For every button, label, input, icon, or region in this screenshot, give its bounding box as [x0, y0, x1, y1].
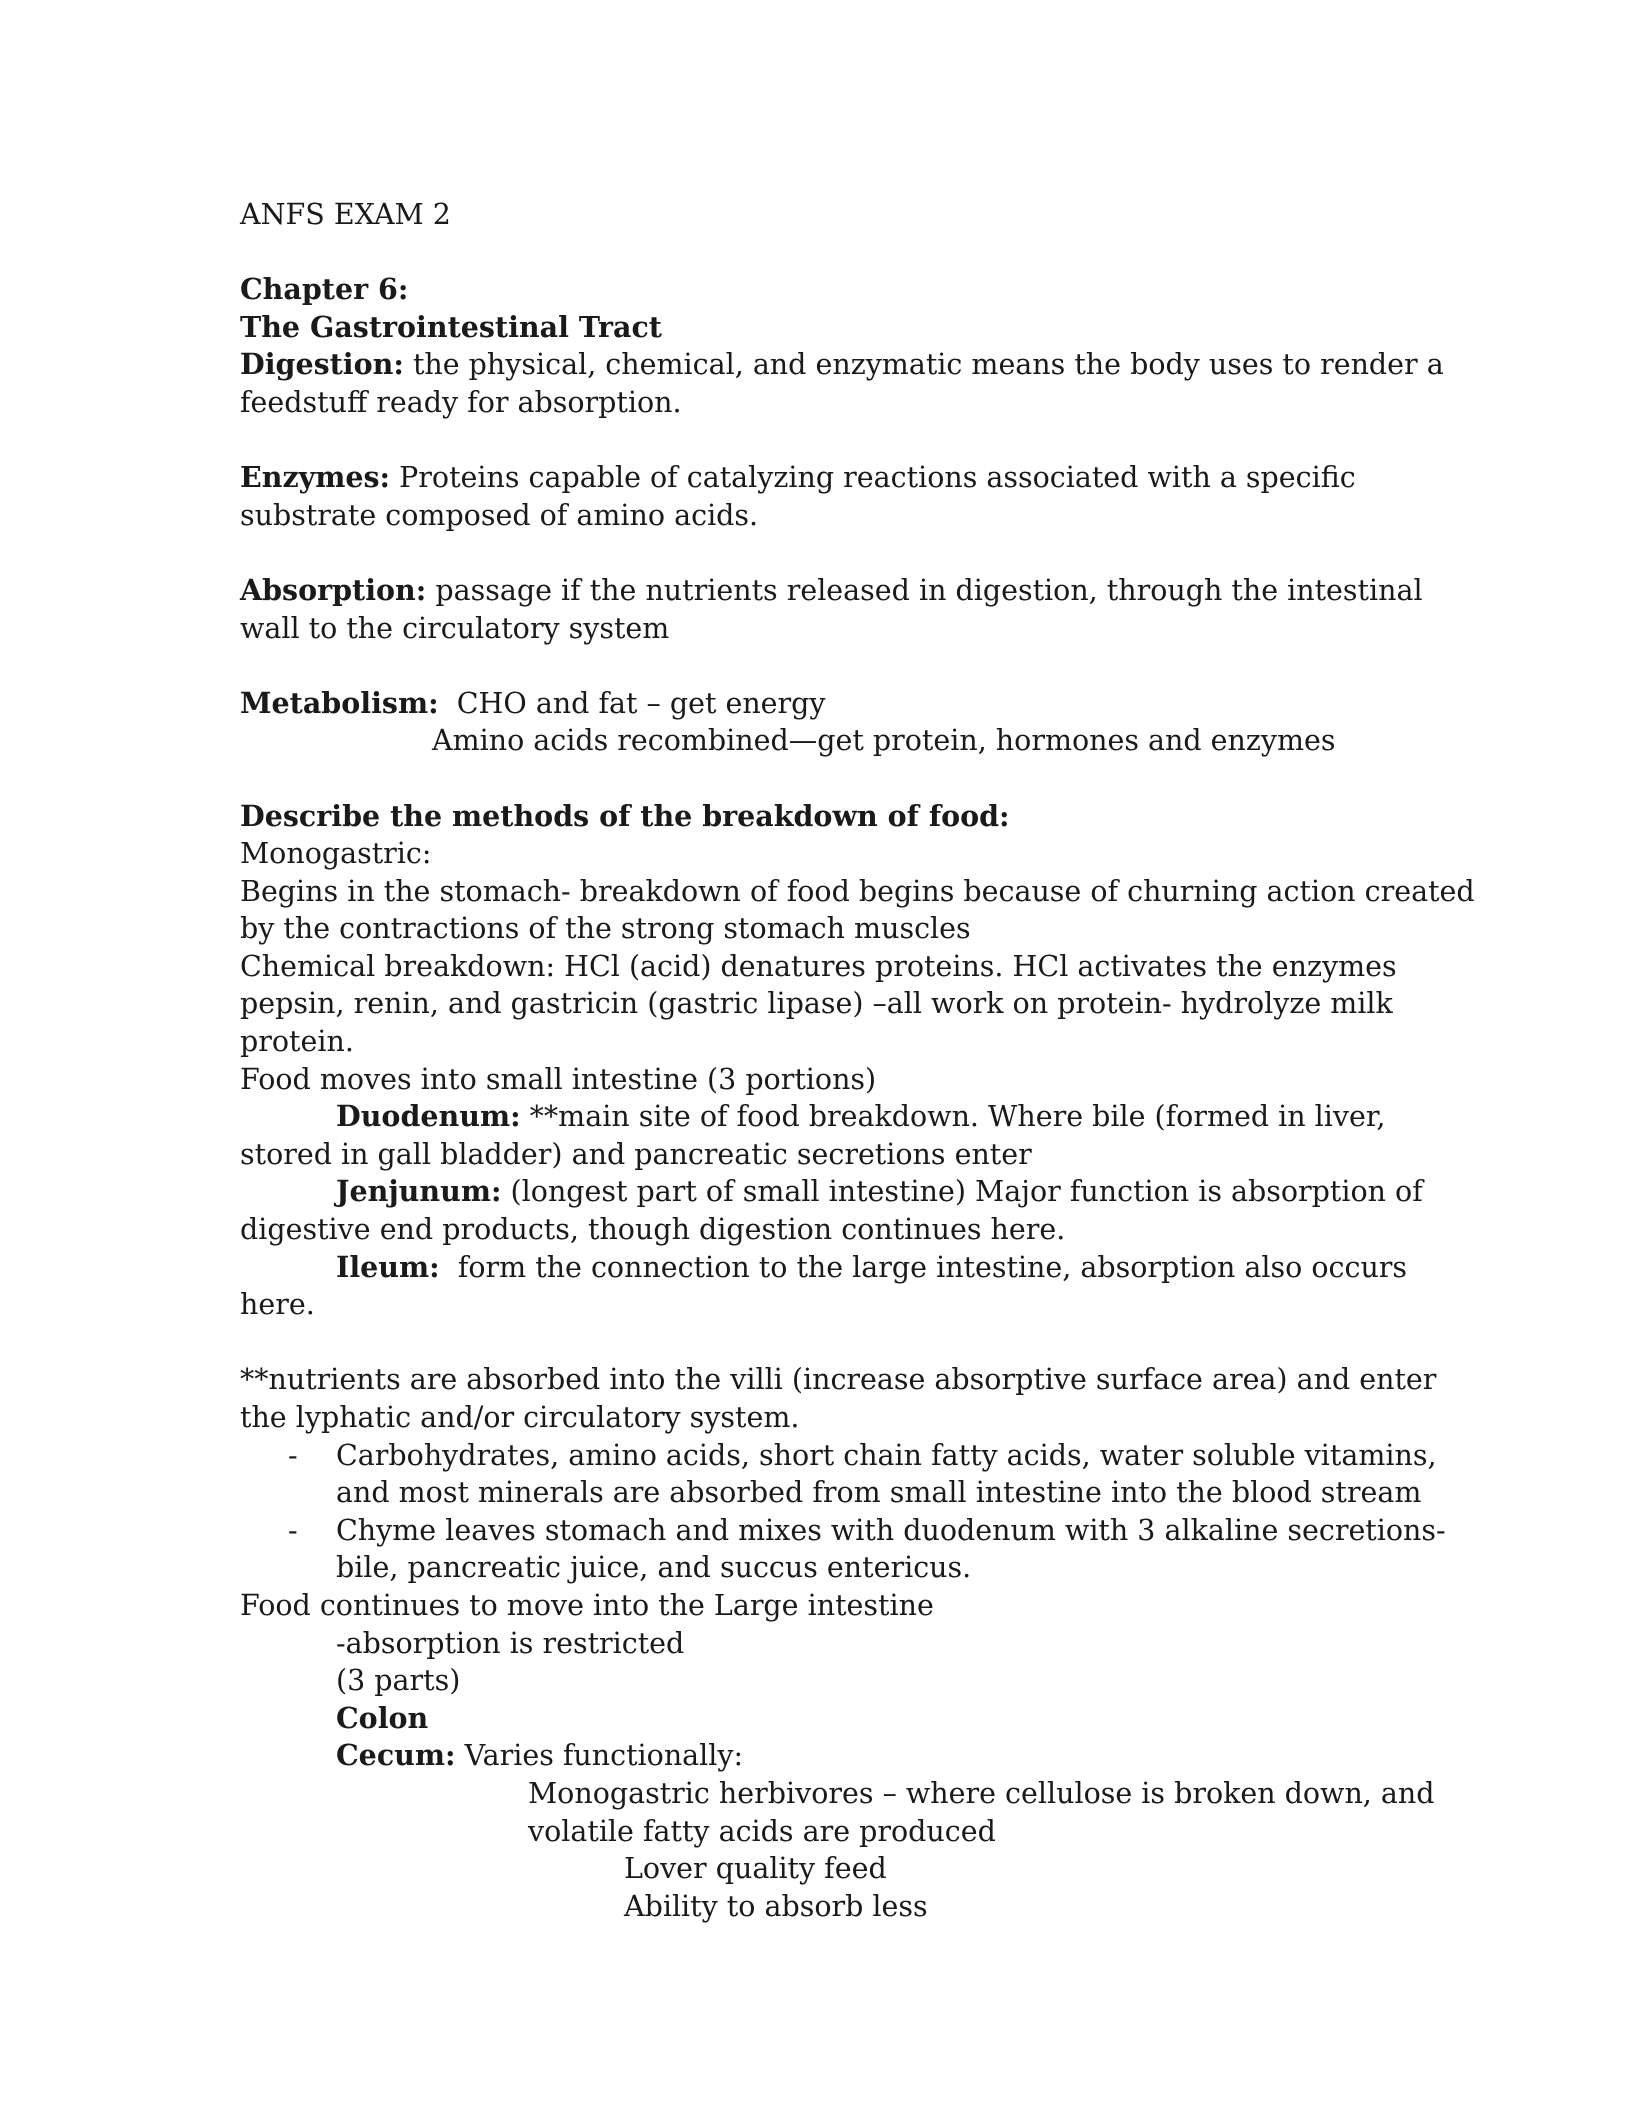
methods-heading — [240, 798, 1420, 836]
spacer — [240, 422, 1420, 460]
villi-note-cont: the lyphatic and/or circulatory system. — [240, 1401, 800, 1434]
intestine-term: Duodenum: — [336, 1099, 521, 1134]
herbivore-note: Monogastric herbivores – where cellulose is broken down, and — [528, 1776, 1435, 1810]
intestine-term: Ileum: — [336, 1249, 440, 1284]
colon-label — [240, 1700, 1420, 1738]
bullet-dash: - — [288, 1513, 298, 1547]
stomach-text-line: Begins in the stomach- breakdown of food begins because of churning action created — [240, 874, 1475, 908]
definition-text: CHO and fat – get energy — [438, 686, 826, 720]
absorption-definition-cont: wall to the circulatory system — [240, 611, 670, 645]
duodenum-entry — [240, 1098, 1420, 1136]
definition-text: passage if the nutrients released in digestion, through the intestinal — [426, 573, 1423, 607]
definition-term: Absorption: — [240, 572, 427, 607]
section-title-text: The Gastrointestinal Tract — [240, 309, 662, 344]
stomach-text-line: Food moves into small intestine (3 portions) — [240, 1062, 877, 1096]
feed-note: Lover quality feed — [624, 1852, 887, 1886]
intestine-text: **main site of food breakdown. Where bile (formed in liver, — [520, 1100, 1386, 1134]
spacer — [240, 234, 1420, 272]
feed-note: Ability to absorb less — [624, 1889, 928, 1923]
metabolism-definition — [240, 685, 1420, 723]
definition-term: Metabolism: — [240, 685, 439, 720]
bullet-item-cont: bile, pancreatic juice, and succus entericus. — [336, 1551, 972, 1585]
intestine-term: Jenjunum: — [336, 1174, 502, 1209]
spacer — [240, 1324, 1420, 1362]
stomach-text-line: pepsin, renin, and gastricin (gastric lipase) –all work on protein- hydrolyze milk — [240, 987, 1393, 1021]
duodenum-entry-cont: stored in gall bladder) and pancreatic secretions enter — [240, 1137, 1032, 1171]
definition-text: Proteins capable of catalyzing reactions associated with a specific — [390, 461, 1356, 495]
bullet-text: Carbohydrates, amino acids, short chain fatty acids, water soluble vitamins, — [336, 1438, 1437, 1472]
metabolism-definition-cont — [240, 722, 1420, 760]
stomach-text-line: Chemical breakdown: HCl (acid) denatures proteins. HCl activates the enzymes — [240, 949, 1397, 983]
document-header: ANFS EXAM 2 — [240, 198, 451, 231]
definition-term: Digestion: — [240, 347, 404, 382]
spacer — [240, 760, 1420, 798]
colon-term: Colon — [336, 1700, 429, 1735]
herbivore-note-cont: volatile fatty acids are produced — [528, 1814, 996, 1848]
absorption-restricted: -absorption is restricted — [336, 1626, 685, 1660]
enzymes-definition-cont: substrate composed of amino acids. — [240, 498, 759, 532]
bullet-item — [240, 1437, 1437, 1475]
ileum-entry — [240, 1249, 1420, 1287]
enzymes-definition — [240, 459, 1420, 497]
large-intestine-intro: Food continues to move into the Large intestine — [240, 1588, 934, 1622]
ileum-entry-cont: here. — [240, 1288, 315, 1322]
cecum-entry — [240, 1737, 1420, 1775]
definition-text: the physical, chemical, and enzymatic means the body uses to render a — [403, 348, 1444, 382]
jejunum-entry — [240, 1173, 1423, 1211]
monogastric-label: Monogastric: — [240, 837, 432, 871]
bullet-dash: - — [288, 1438, 298, 1472]
chapter-heading — [240, 271, 1420, 309]
stomach-text-line: protein. — [240, 1025, 354, 1059]
villi-note: **nutrients are absorbed into the villi (increase absorptive surface area) and enter — [240, 1363, 1437, 1397]
stomach-text-line: by the contractions of the strong stomach muscles — [240, 912, 971, 946]
bullet-item-cont: and most minerals are absorbed from small intestine into the blood stream — [336, 1476, 1422, 1510]
cecum-text: Varies functionally: — [455, 1739, 744, 1773]
intestine-text: (longest part of small intestine) Major function is absorption of — [501, 1175, 1423, 1209]
definition-text: Amino acids recombined—get protein, hormones and enzymes — [432, 724, 1336, 758]
intestine-text: form the connection to the large intestine, absorption also occurs — [439, 1250, 1408, 1284]
methods-heading-text: Describe the methods of the breakdown of food: — [240, 798, 1010, 833]
definition-term: Enzymes: — [240, 460, 391, 495]
spacer — [240, 534, 1420, 572]
cecum-term: Cecum: — [336, 1738, 456, 1773]
chapter-label: Chapter 6: — [240, 272, 409, 307]
spacer — [240, 647, 1420, 685]
jejunum-entry-cont: digestive end products, though digestion continues here. — [240, 1213, 1066, 1247]
bullet-item — [240, 1512, 1446, 1550]
digestion-definition — [240, 346, 1444, 384]
absorption-definition — [240, 572, 1423, 610]
bullet-text: Chyme leaves stomach and mixes with duodenum with 3 alkaline secretions- — [336, 1513, 1446, 1547]
section-title — [240, 309, 1420, 347]
three-parts: (3 parts) — [336, 1664, 461, 1698]
document-page — [240, 196, 1475, 1925]
digestion-definition-cont: feedstuff ready for absorption. — [240, 385, 682, 419]
